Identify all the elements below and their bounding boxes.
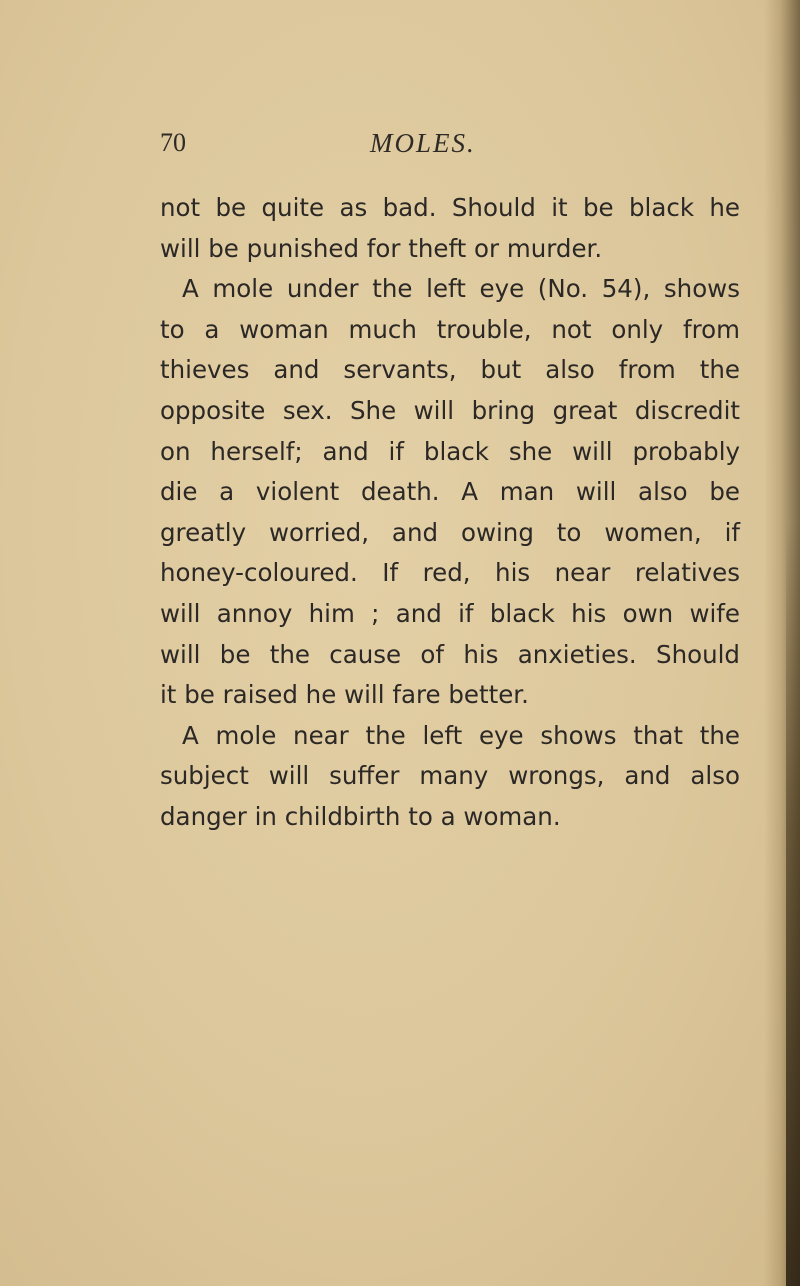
text-line: will be punished for theft or murder. [160,233,603,263]
text-line: subject will suffer many wrongs, and also [160,761,740,791]
text-line: will be the cause of his anxieties. Should [160,639,740,669]
text-line: it be raised he will fare better. [160,680,529,710]
text-line: to a woman much trouble, not only from [160,314,740,344]
text-line: greatly worried, and owing to women, if [160,517,740,547]
page-header [160,128,720,168]
page-edge-dark [786,520,800,1286]
running-head: MOLES. [370,128,476,158]
text-line: danger in childbirth to a woman. [160,801,561,831]
text-line: A mole under the left eye (No. 54), shows [182,274,740,304]
text-line: on herself; and if black she will probably [160,436,740,466]
text-line: die a violent death. A man will also be [160,477,740,507]
text-line: honey-coloured. If red, his near relatives [160,558,740,588]
text-line: thieves and servants, but also from the [160,355,740,385]
text-line: A mole near the left eye shows that the [182,720,740,750]
text-line: opposite sex. She will bring great discredit [160,395,740,425]
page-number: 70 [160,128,186,157]
text-line: will annoy him ; and if black his own wife [160,598,740,628]
text-line: not be quite as bad. Should it be black he [160,193,740,222]
body-text [160,188,740,838]
